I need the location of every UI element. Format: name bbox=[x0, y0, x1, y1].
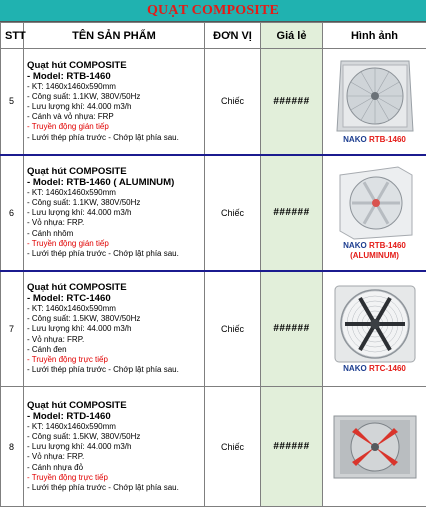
product-model: - Model: RTB-1460 bbox=[27, 70, 111, 82]
spec-line: - Công suất: 1.1KW, 380V/50Hz bbox=[27, 197, 141, 207]
fan-image-rtb-1460 bbox=[335, 57, 415, 135]
spec-line: - Vỏ nhựa: FRP. bbox=[27, 452, 85, 462]
spec-line: - Lưới thép phía trước - Chớp lật phía sau. bbox=[27, 365, 179, 375]
product-table bbox=[0, 22, 426, 507]
col-header-name[interactable]: TÊN SẢN PHẨM bbox=[24, 23, 205, 49]
cell-unit[interactable]: Chiếc bbox=[205, 271, 261, 387]
product-title: Quạt hút COMPOSITE bbox=[27, 282, 127, 294]
cell-stt[interactable]: 6 bbox=[1, 155, 24, 271]
col-header-unit[interactable]: ĐƠN VỊ bbox=[205, 23, 261, 49]
spec-line: - Vỏ nhựa: FRP. bbox=[27, 334, 85, 344]
spec-line: - Truyền động gián tiếp bbox=[27, 122, 109, 132]
cell-stt[interactable]: 7 bbox=[1, 271, 24, 387]
spec-line: - Truyền động gián tiếp bbox=[27, 238, 109, 248]
table-row bbox=[1, 271, 426, 387]
spec-line: - KT: 1460x1460x590mm bbox=[27, 304, 116, 314]
spec-line: - Lưới thép phía trước - Chớp lật phía sau. bbox=[27, 483, 179, 492]
spec-line: - Lưới thép phía trước - Chớp lật phía sau. bbox=[27, 249, 179, 258]
caption-brand: NAKO bbox=[343, 135, 367, 145]
spec-line: - Công suất: 1.1KW, 380V/50Hz bbox=[27, 91, 141, 101]
cell-price[interactable]: ###### bbox=[261, 271, 323, 387]
spec-line: - Vỏ nhựa: FRP. bbox=[27, 218, 85, 228]
sheet-title: QUẠT COMPOSITE bbox=[146, 2, 280, 18]
cell-stt[interactable]: 8 bbox=[1, 387, 24, 507]
sheet-title-bar[interactable] bbox=[0, 0, 426, 22]
spec-line: - Cánh nhôm bbox=[27, 228, 74, 238]
cell-image[interactable] bbox=[323, 49, 426, 155]
cell-image[interactable] bbox=[323, 155, 426, 271]
cell-unit[interactable]: Chiếc bbox=[205, 387, 261, 507]
cell-unit[interactable]: Chiếc bbox=[205, 155, 261, 271]
table-row bbox=[1, 387, 426, 507]
spec-line: - KT: 1460x1460x590mm bbox=[27, 187, 116, 197]
caption-model: RTB-1460 bbox=[368, 240, 406, 250]
cell-price[interactable]: ###### bbox=[261, 155, 323, 271]
caption-brand: NAKO bbox=[343, 363, 367, 373]
fan-image-rtc-1460 bbox=[333, 284, 417, 364]
product-title: Quạt hút COMPOSITE bbox=[27, 399, 127, 411]
col-header-stt[interactable]: STT bbox=[1, 23, 24, 49]
spec-line: - Công suất: 1.5KW, 380V/50Hz bbox=[27, 431, 141, 441]
spec-line: - KT: 1460x1460x590mm bbox=[27, 421, 116, 431]
cell-stt[interactable]: 5 bbox=[1, 49, 24, 155]
product-model: - Model: RTC-1460 bbox=[27, 293, 111, 305]
spec-line: - KT: 1460x1460x590mm bbox=[27, 81, 116, 91]
spec-line: - Truyền động trực tiếp bbox=[27, 472, 108, 482]
cell-product-description[interactable] bbox=[24, 387, 205, 507]
cell-price[interactable]: ###### bbox=[261, 387, 323, 507]
table-row bbox=[1, 155, 426, 271]
spec-line: - Lưới thép phía trước - Chớp lật phía sau. bbox=[27, 132, 179, 142]
col-header-price[interactable]: Giá lẻ bbox=[261, 23, 323, 49]
image-caption bbox=[323, 135, 426, 145]
cell-image[interactable] bbox=[323, 387, 426, 507]
spec-line: - Truyền động trực tiếp bbox=[27, 355, 108, 365]
col-header-image[interactable]: Hình ảnh bbox=[323, 23, 426, 49]
cell-product-description[interactable] bbox=[24, 49, 205, 155]
image-caption bbox=[323, 241, 426, 251]
cell-unit[interactable]: Chiếc bbox=[205, 49, 261, 155]
caption-brand: NAKO bbox=[343, 240, 367, 250]
product-model: - Model: RTD-1460 bbox=[27, 410, 111, 422]
caption-extra: (ALUMINUM) bbox=[350, 250, 399, 260]
spec-line: - Cánh nhựa đỏ bbox=[27, 462, 84, 472]
spec-line: - Lưu lượng khí: 44.000 m3/h bbox=[27, 324, 132, 334]
spec-line: - Lưu lượng khí: 44.000 m3/h bbox=[27, 102, 132, 112]
table-row bbox=[1, 49, 426, 155]
caption-model: RTC-1460 bbox=[368, 363, 406, 373]
fan-image-rtb-1460-aluminum bbox=[336, 165, 414, 241]
header-row bbox=[1, 23, 426, 49]
cell-price[interactable]: ###### bbox=[261, 49, 323, 155]
product-model: - Model: RTB-1460 ( ALUMINUM) bbox=[27, 176, 175, 188]
cell-image[interactable] bbox=[323, 271, 426, 387]
spec-line: - Cánh đen bbox=[27, 344, 67, 354]
product-title: Quạt hút COMPOSITE bbox=[27, 59, 127, 71]
fan-image-rtd-1460 bbox=[332, 414, 418, 480]
cell-product-description[interactable] bbox=[24, 155, 205, 271]
cell-product-description[interactable] bbox=[24, 271, 205, 387]
spec-line: - Lưu lượng khí: 44.000 m3/h bbox=[27, 442, 132, 452]
spec-line: - Cánh và vỏ nhựa: FRP bbox=[27, 112, 114, 122]
spec-line: - Công suất: 1.5KW, 380V/50Hz bbox=[27, 314, 141, 324]
image-caption bbox=[323, 364, 426, 374]
product-title: Quạt hút COMPOSITE bbox=[27, 165, 127, 177]
spec-line: - Lưu lượng khí: 44.000 m3/h bbox=[27, 208, 132, 218]
caption-model: RTB-1460 bbox=[368, 135, 406, 145]
